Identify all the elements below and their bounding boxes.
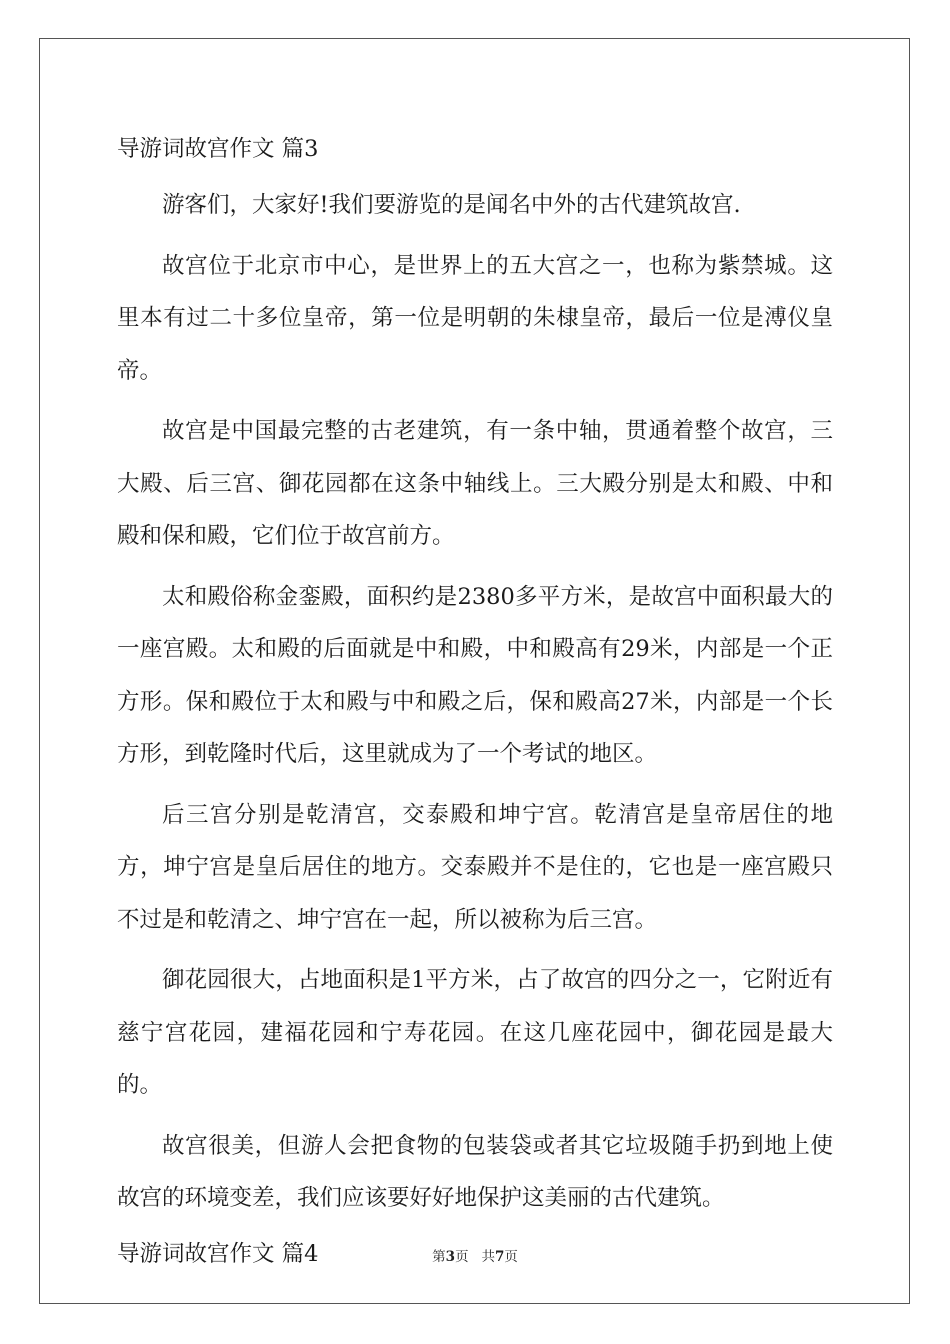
total-prefix: 共 (481, 1249, 495, 1265)
paragraph: 故宫位于北京市中心，是世界上的五大宫之一，也称为紫禁城。这里本有过二十多位皇帝，第一位是明朝的朱棣皇帝，最后一位是溥仪皇帝。 (117, 252, 833, 384)
document-body (117, 128, 833, 1276)
page-footer (0, 1245, 950, 1265)
paragraph: 后三宫分别是乾清宫，交泰殿和坤宁宫。乾清宫是皇帝居住的地方，坤宁宫是皇后居住的地方。交泰殿并不是住的，它也是一座宫殿只不过是和乾清之、坤宁宫在一起，所以被称为后三宫。 (117, 801, 833, 933)
paragraph: 故宫很美，但游人会把食物的包装袋或者其它垃圾随手扔到地上使故宫的环境变差，我们应该要好好地保护这美丽的古代建筑。 (117, 1132, 833, 1211)
page-prefix: 第 (432, 1249, 446, 1265)
paragraph: 游客们，大家好!我们要游览的是闻名中外的古代建筑故宫. (162, 192, 741, 218)
total-pages: 7 (494, 1249, 505, 1265)
page-suffix: 页 (455, 1249, 469, 1265)
section-heading: 导游词故宫作文 篇4 (117, 1240, 319, 1267)
section-heading: 导游词故宫作文 篇3 (117, 136, 319, 162)
paragraph: 故宫是中国最完整的古老建筑，有一条中轴，贯通着整个故宫，三大殿、后三宫、御花园都在这条中轴线上。三大殿分别是太和殿、中和殿和保和殿，它们位于故宫前方。 (117, 418, 833, 549)
paragraph: 御花园很大，占地面积是1平方米，占了故宫的四分之一，它附近有慈宁宫花园，建福花园和宁寿花园。在这几座花园中，御花园是最大的。 (117, 967, 833, 1098)
page-number: 3 (445, 1249, 456, 1265)
paragraph: 太和殿俗称金銮殿，面积约是2380多平方米，是故宫中面积最大的一座宫殿。太和殿的后面就是中和殿，中和殿高有29米，内部是一个正方形。保和殿位于太和殿与中和殿之后，保和殿高27米，内部是一个长方形，到乾隆时代后，这里就成为了一个考试的地区。 (117, 583, 833, 767)
total-suffix: 页 (504, 1249, 518, 1265)
